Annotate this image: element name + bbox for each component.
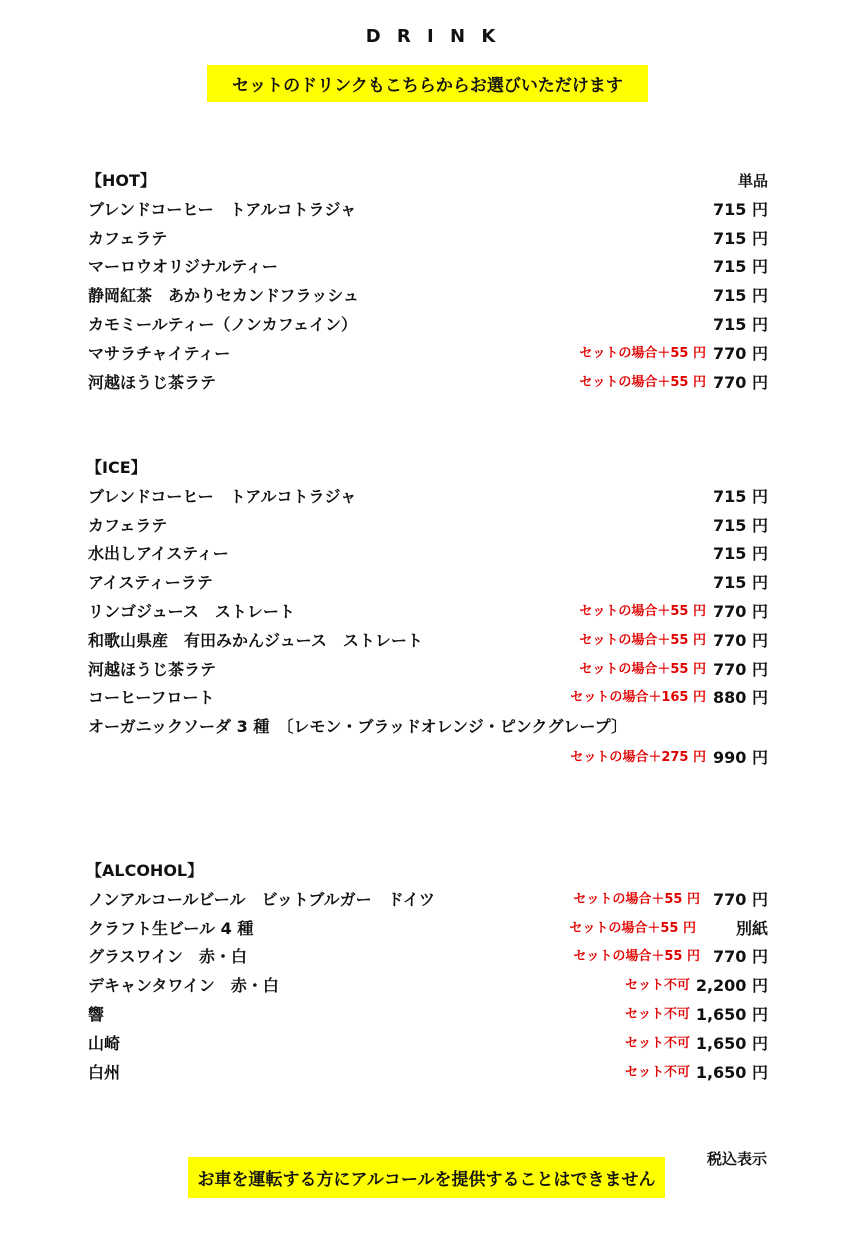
menu-row [88, 627, 768, 656]
menu-row [88, 713, 768, 742]
item-name: ノンアルコールビール ビットブルガー ドイツ [88, 889, 435, 909]
item-price: 770 円 [713, 889, 768, 909]
set-price-note: セット不可 [624, 978, 690, 994]
item-name: 白州 [88, 1062, 121, 1082]
item-price: 770 円 [713, 343, 768, 363]
item-name: グラスワイン 赤・白 [88, 947, 248, 967]
item-price: 990 円 [713, 747, 768, 767]
set-price-note: セットの場合＋55 円 [579, 603, 706, 619]
menu-row [88, 225, 768, 254]
set-price-note: セットの場合＋55 円 [579, 661, 706, 677]
menu-row [88, 1059, 768, 1088]
alcohol-section [88, 857, 768, 1087]
item-name: カフェラテ [88, 515, 168, 535]
item-price: 715 円 [713, 199, 768, 219]
item-name: カモミールティー（ノンカフェイン） [88, 314, 357, 334]
menu-row [88, 540, 768, 569]
page-title: D R I N K [365, 26, 501, 47]
menu-row [88, 1030, 768, 1059]
menu-row [88, 483, 768, 512]
item-name: 水出しアイスティー [88, 544, 229, 564]
section-header [88, 454, 768, 483]
menu-row [88, 684, 768, 713]
section-heading: 【ICE】 [86, 458, 147, 477]
menu-row [88, 915, 768, 944]
item-name: 山崎 [88, 1033, 121, 1053]
set-price-note: セットの場合＋55 円 [573, 891, 700, 907]
menu-row [88, 598, 768, 627]
item-price: 715 円 [713, 515, 768, 535]
section-header [88, 167, 768, 196]
section-header [88, 857, 768, 886]
item-price: 715 円 [713, 486, 768, 506]
set-price-note: セットの場合＋275 円 [570, 749, 706, 765]
item-name: 和歌山県産 有田みかんジュース ストレート [88, 630, 423, 650]
menu-row [88, 886, 768, 915]
set-price-note: セットの場合＋55 円 [573, 949, 700, 965]
item-name: ブレンドコーヒー トアルコトラジャ [88, 486, 357, 506]
menu-row [88, 1001, 768, 1030]
menu-row [88, 943, 768, 972]
column-label: 単品 [737, 172, 768, 190]
menu-row [88, 512, 768, 541]
item-name: ブレンドコーヒー トアルコトラジャ [88, 199, 357, 219]
item-price: 715 円 [713, 286, 768, 306]
item-price: 1,650 円 [695, 1033, 768, 1053]
item-price: 770 円 [713, 601, 768, 621]
menu-row [88, 656, 768, 685]
item-price: 1,650 円 [695, 1062, 768, 1082]
item-price: 715 円 [713, 544, 768, 564]
item-price: 715 円 [713, 228, 768, 248]
item-name: 静岡紅茶 あかりセカンドフラッシュ [88, 286, 359, 306]
hot-section [88, 167, 768, 397]
section-heading: 【HOT】 [86, 171, 156, 190]
item-name: 響 [88, 1004, 105, 1024]
set-price-note: セットの場合＋55 円 [569, 920, 696, 936]
item-name: コーヒーフロート [88, 688, 215, 708]
item-name: アイスティーラテ [88, 573, 213, 593]
set-price-note: セットの場合＋55 円 [579, 345, 706, 361]
menu-row [88, 196, 768, 225]
item-price: 770 円 [713, 630, 768, 650]
item-name: オーガニックソーダ 3 種 〔レモン・ブラッドオレンジ・ピンクグレープ〕 [88, 717, 628, 737]
set-price-note: セットの場合＋165 円 [570, 690, 706, 706]
item-name: クラフト生ビール 4 種 [88, 918, 254, 938]
set-price-note: セットの場合＋55 円 [579, 632, 706, 648]
menu-row [88, 569, 768, 598]
set-drink-banner: セットのドリンクもこちらからお選びいただけます [207, 65, 648, 102]
alcohol-warning-banner: お車を運転する方にアルコールを提供することはできません [188, 1157, 665, 1198]
item-price: 2,200 円 [695, 976, 768, 996]
menu-row [88, 972, 768, 1001]
menu-row [88, 253, 768, 282]
item-name: マーロウオリジナルティー [88, 257, 278, 277]
item-price: 715 円 [713, 573, 768, 593]
tax-included-note: 税込表示 [706, 1150, 767, 1168]
set-price-note: セットの場合＋55 円 [579, 374, 706, 390]
menu-row [88, 369, 768, 398]
menu-row [88, 340, 768, 369]
item-name: 河越ほうじ茶ラテ [88, 659, 217, 679]
ice-section [88, 454, 768, 773]
item-name: デキャンタワイン 赤・白 [88, 976, 279, 996]
item-name: マサラチャイティー [88, 343, 231, 363]
item-price: 770 円 [713, 659, 768, 679]
item-price: 715 円 [713, 314, 768, 334]
item-price: 別紙 [735, 918, 768, 938]
item-price: 770 円 [713, 947, 768, 967]
item-price: 880 円 [713, 688, 768, 708]
set-price-note: セット不可 [624, 1064, 690, 1080]
item-name: 河越ほうじ茶ラテ [88, 372, 217, 392]
item-name: カフェラテ [88, 228, 168, 248]
set-price-note: セット不可 [624, 1035, 690, 1051]
menu-row [88, 282, 768, 311]
item-name: リンゴジュース ストレート [88, 601, 295, 621]
item-price: 1,650 円 [695, 1004, 768, 1024]
item-price: 715 円 [713, 257, 768, 277]
item-price: 770 円 [713, 372, 768, 392]
section-heading: 【ALCOHOL】 [86, 861, 204, 880]
menu-row [88, 311, 768, 340]
menu-row [88, 744, 768, 773]
set-price-note: セット不可 [624, 1006, 690, 1022]
